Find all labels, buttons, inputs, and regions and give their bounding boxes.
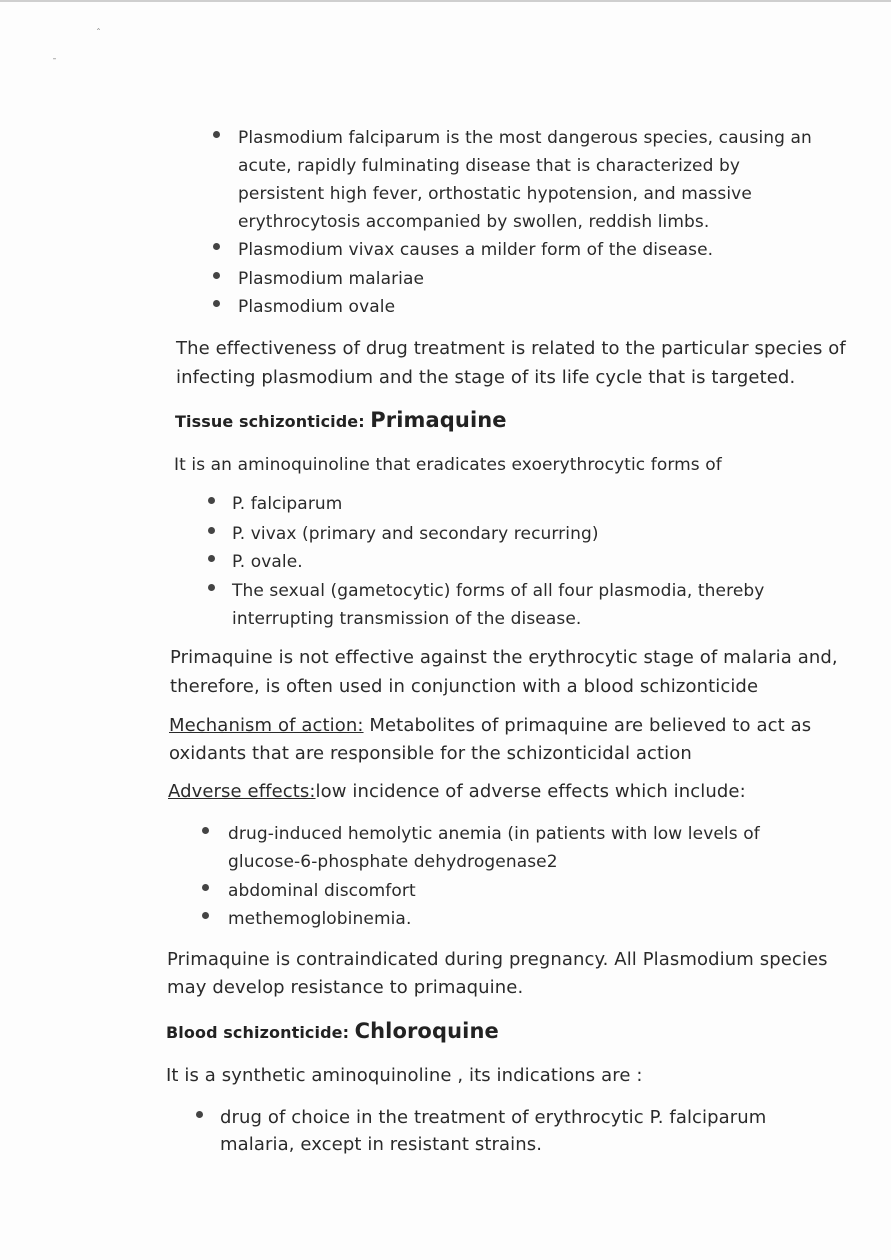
primaquine-intro: It is an aminoquinoline that eradicates exoerythrocytic forms of [174, 455, 722, 475]
bullet-icon [213, 300, 220, 307]
paragraph-line: therefore, is often used in conjunction with a blood schizonticide [170, 676, 759, 697]
list-item-text: drug-induced hemolytic anemia (in patients with low levels of [228, 824, 760, 844]
chloroquine-heading [166, 1017, 499, 1047]
list-item-text: erythrocytosis accompanied by swollen, reddish limbs. [238, 212, 710, 232]
paragraph-line [169, 716, 811, 736]
bullet-icon [208, 555, 215, 562]
list-item-text: glucose-6-phosphate dehydrogenase2 [228, 852, 558, 872]
bullet-icon [208, 584, 215, 591]
list-item-text: abdominal discomfort [228, 881, 416, 901]
heading-label: Tissue schizonticide: [175, 412, 365, 431]
paragraph-line: Primaquine is contraindicated during pregnancy. All Plasmodium species [167, 949, 828, 970]
list-item-text: malaria, except in resistant strains. [220, 1134, 543, 1155]
scan-speck: ˉ [52, 58, 57, 69]
primaquine-heading [175, 406, 507, 436]
adverse-label: Adverse effects: [168, 781, 316, 802]
list-item-text: Plasmodium vivax causes a milder form of the disease. [238, 240, 714, 260]
paragraph-line: infecting plasmodium and the stage of its life cycle that is targeted. [176, 367, 796, 388]
bullet-icon [213, 243, 220, 250]
list-item-text: Plasmodium ovale [238, 297, 396, 317]
adverse-effects-line [168, 782, 746, 802]
paragraph-line: The effectiveness of drug treatment is related to the particular species of [176, 338, 846, 359]
heading-label: Blood schizonticide: [166, 1023, 350, 1042]
list-item-text: interrupting transmission of the disease. [232, 609, 582, 629]
list-item-text: Plasmodium falciparum is the most dangerous species, causing an [238, 128, 812, 148]
list-item-text: P. ovale. [232, 552, 303, 572]
adverse-text: low incidence of adverse effects which include: [315, 781, 746, 802]
bullet-icon [208, 527, 215, 534]
paragraph-line: Primaquine is not effective against the erythrocytic stage of malaria and, [170, 647, 838, 668]
paragraph-line: oxidants that are responsible for the schizonticidal action [169, 743, 692, 764]
list-item-text: P. falciparum [232, 494, 343, 514]
mechanism-label: Mechanism of action: [169, 715, 364, 736]
list-item-text: methemoglobinemia. [228, 909, 412, 929]
list-item-text: P. vivax (primary and secondary recurring) [232, 524, 599, 544]
bullet-icon [213, 131, 220, 138]
bullet-icon [202, 884, 209, 891]
list-item-text: persistent high fever, orthostatic hypotension, and massive [238, 184, 752, 204]
list-item-text: acute, rapidly fulminating disease that is characterized by [238, 156, 741, 176]
bullet-icon [208, 497, 215, 504]
page-top-edge [0, 0, 891, 2]
chloroquine-intro: It is a synthetic aminoquinoline , its indications are : [166, 1065, 643, 1086]
scan-speck: ˆ [96, 28, 101, 39]
bullet-icon [202, 827, 209, 834]
heading-drug-name: Chloroquine [354, 1019, 499, 1043]
bullet-icon [202, 912, 209, 919]
list-item-text: drug of choice in the treatment of erythrocytic P. falciparum [220, 1107, 767, 1128]
list-item-text: Plasmodium malariae [238, 269, 425, 289]
heading-drug-name: Primaquine [370, 408, 507, 432]
list-item-text: The sexual (gametocytic) forms of all four plasmodia, thereby [232, 581, 765, 601]
bullet-icon [196, 1111, 203, 1118]
bullet-icon [213, 272, 220, 279]
paragraph-line: may develop resistance to primaquine. [167, 977, 524, 998]
mechanism-text: Metabolites of primaquine are believed to act as [363, 715, 812, 736]
